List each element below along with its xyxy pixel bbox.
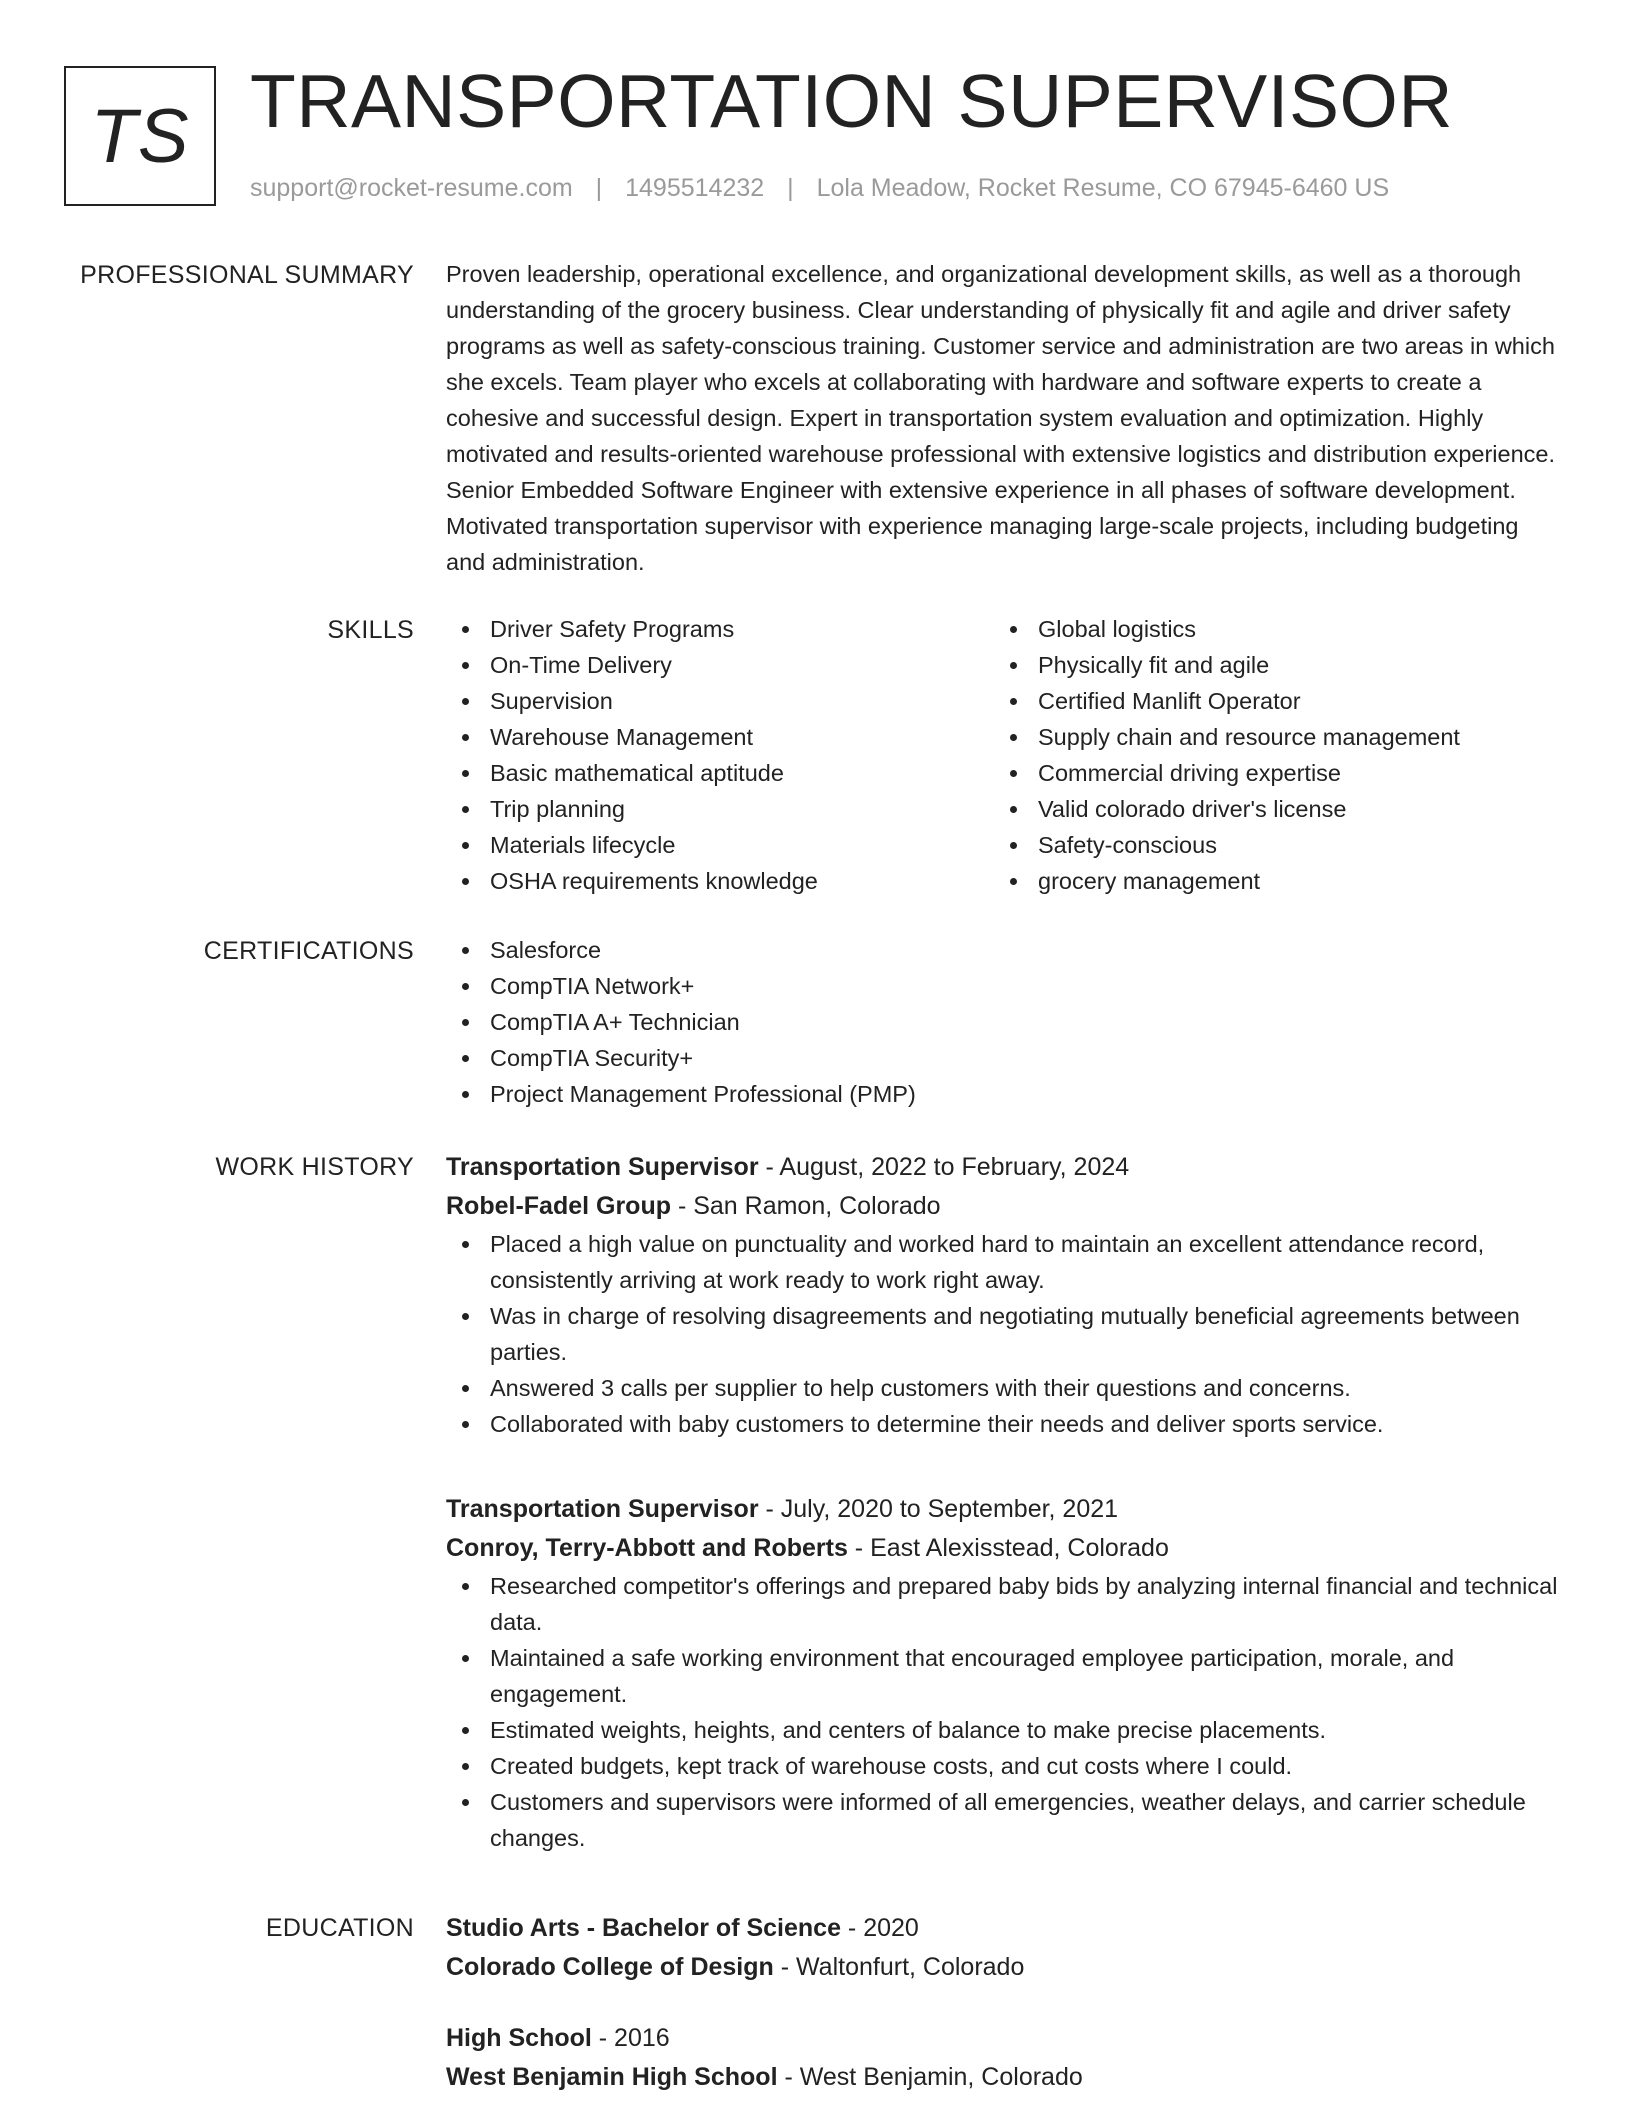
education-school-line	[446, 1948, 1558, 1987]
education-year: - 2020	[840, 1914, 919, 1942]
job-title: Transportation Supervisor	[446, 1495, 759, 1523]
certifications-list	[446, 932, 1558, 1112]
job-duty-item: Collaborated with baby customers to determine their needs and deliver sports service.	[446, 1406, 1558, 1442]
skill-item: Supervision	[446, 683, 994, 719]
certification-item: CompTIA A+ Technician	[446, 1004, 1558, 1040]
job-title: Transportation Supervisor	[446, 1153, 759, 1181]
skill-item: Basic mathematical aptitude	[446, 755, 994, 791]
education-degree: Studio Arts - Bachelor of Science	[446, 1914, 841, 1942]
skill-item: Certified Manlift Operator	[994, 683, 1542, 719]
skill-item: Valid colorado driver's license	[994, 791, 1542, 827]
certifications-heading: CERTIFICATIONS	[203, 937, 414, 965]
education-location: - West Benjamin, Colorado	[777, 2063, 1083, 2091]
certification-item: Salesforce	[446, 932, 1558, 968]
job-title-line	[446, 1490, 1558, 1529]
job-duty-item: Customers and supervisors were informed of all emergencies, weather delays, and carrier schedule changes.	[446, 1784, 1558, 1856]
job-duty-item: Researched competitor's offerings and prepared baby bids by analyzing internal financial and technical data.	[446, 1568, 1558, 1640]
contact-phone: 1495514232	[625, 174, 765, 202]
skill-item: OSHA requirements knowledge	[446, 863, 994, 899]
job-title-line	[446, 1148, 1558, 1187]
resume-title: TRANSPORTATION SUPERVISOR	[250, 59, 1453, 143]
job-company: Robel-Fadel Group	[446, 1192, 671, 1220]
certifications-content	[446, 932, 1558, 1112]
job-company: Conroy, Terry-Abbott and Roberts	[446, 1534, 848, 1562]
job-duty-item: Maintained a safe working environment that encouraged employee participation, morale, and engagement.	[446, 1640, 1558, 1712]
contact-email: support@rocket-resume.com	[250, 174, 573, 202]
job-dates: - July, 2020 to September, 2021	[758, 1495, 1119, 1523]
education-entry	[446, 2019, 1558, 2097]
job-dates: - August, 2022 to February, 2024	[758, 1153, 1130, 1181]
education-school-line	[446, 2058, 1558, 2097]
education-heading: EDUCATION	[265, 1914, 414, 1942]
job-location: - East Alexisstead, Colorado	[847, 1534, 1169, 1562]
skill-item: Supply chain and resource management	[994, 719, 1542, 755]
education-location: - Waltonfurt, Colorado	[773, 1953, 1025, 1981]
skills-heading: SKILLS	[327, 616, 414, 644]
contact-address: Lola Meadow, Rocket Resume, CO 67945-6460 US	[816, 174, 1390, 202]
monogram-badge	[64, 66, 216, 206]
monogram-initials: TS	[90, 93, 190, 179]
job-duty-item: Was in charge of resolving disagreements and negotiating mutually beneficial agreements between parties.	[446, 1298, 1558, 1370]
skill-item: Safety-conscious	[994, 827, 1542, 863]
summary-heading: PROFESSIONAL SUMMARY	[80, 261, 414, 289]
skills-columns	[446, 611, 1558, 899]
contact-separator: |	[787, 174, 794, 202]
job-company-line	[446, 1187, 1558, 1226]
skill-item: grocery management	[994, 863, 1542, 899]
job-duty-item: Answered 3 calls per supplier to help customers with their questions and concerns.	[446, 1370, 1558, 1406]
certification-item: CompTIA Network+	[446, 968, 1558, 1004]
contact-separator: |	[595, 174, 603, 202]
job-duty-item: Estimated weights, heights, and centers of balance to make precise placements.	[446, 1712, 1558, 1748]
education-year: - 2016	[591, 2024, 670, 2052]
skill-item: On-Time Delivery	[446, 647, 994, 683]
education-entry	[446, 1909, 1558, 1987]
skill-item: Physically fit and agile	[994, 647, 1542, 683]
skills-content	[446, 611, 1558, 899]
skills-list-left	[446, 611, 994, 899]
skill-item: Materials lifecycle	[446, 827, 994, 863]
education-school: West Benjamin High School	[446, 2063, 778, 2091]
job-duties-list	[446, 1226, 1558, 1442]
skill-item: Driver Safety Programs	[446, 611, 994, 647]
job-company-line	[446, 1529, 1558, 1568]
contact-line	[250, 174, 1389, 203]
education-degree: High School	[446, 2024, 592, 2052]
education-degree-line	[446, 1909, 1558, 1948]
job-location: - San Ramon, Colorado	[671, 1192, 941, 1220]
skill-item: Global logistics	[994, 611, 1542, 647]
skill-item: Warehouse Management	[446, 719, 994, 755]
skill-item: Trip planning	[446, 791, 994, 827]
education-school: Colorado College of Design	[446, 1953, 774, 1981]
certification-item: Project Management Professional (PMP)	[446, 1076, 1558, 1112]
summary-text: Proven leadership, operational excellence, and organizational development skills, as well as a thorough understanding of the grocery business. Clear understanding of physically fit and agile and driver safety programs as well as safety-conscious training. Customer service and administration are two areas in which she excels. Team player who excels at collaborating with hardware and software experts to create a cohesive and successful design. Expert in transportation system evaluation and optimization. Highly motivated and results-oriented warehouse professional with extensive logistics and distribution experience. Senior Embedded Software Engineer with extensive experience in all phases of software development. Motivated transportation supervisor with experience managing large-scale projects, including budgeting and administration.	[446, 261, 1556, 575]
work-history-heading: WORK HISTORY	[215, 1153, 414, 1181]
skill-item: Commercial driving expertise	[994, 755, 1542, 791]
job-duties-list	[446, 1568, 1558, 1856]
summary-content	[446, 256, 1558, 580]
job-duty-item: Created budgets, kept track of warehouse costs, and cut costs where I could.	[446, 1748, 1558, 1784]
certification-item: CompTIA Security+	[446, 1040, 1558, 1076]
skills-list-right	[994, 611, 1542, 899]
job-entry	[446, 1148, 1558, 1442]
education-degree-line	[446, 2019, 1558, 2058]
job-duty-item: Placed a high value on punctuality and worked hard to maintain an excellent attendance record, consistently arriving at work ready to work right away.	[446, 1226, 1558, 1298]
job-entry	[446, 1490, 1558, 1856]
